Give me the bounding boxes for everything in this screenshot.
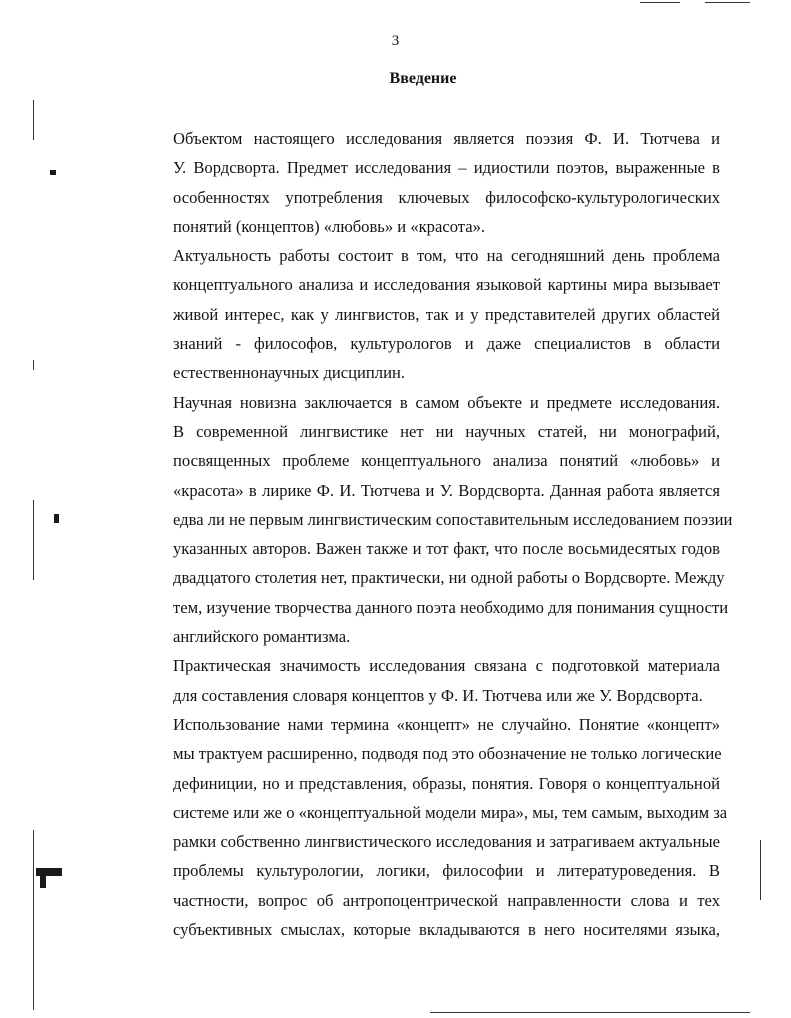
scan-margin-line-3 (33, 500, 34, 580)
text-line: Научная новизна заключается в самом объекте и предмете исследования. (173, 392, 720, 412)
section-heading: Введение (389, 70, 457, 87)
text-line: английского романтизма. (173, 627, 351, 647)
scan-edge-line-bottom (430, 1012, 750, 1013)
text-line: частности, вопрос об антропоцентрической направленности слова и тех (173, 890, 720, 910)
text-line: живой интерес, как у лингвистов, так и у представителей других областей (173, 304, 720, 324)
document-body (129, 124, 733, 944)
text-line: В современной лингвистике нет ни научных статей, ни монографий, (173, 421, 720, 441)
paragraph-practical-significance (129, 651, 720, 710)
text-line: концептуального анализа и исследования языковой картины мира вызывает (173, 275, 720, 295)
paragraph-relevance (129, 241, 720, 387)
text-line: системе или же о «концептуальной модели мира», мы, тем самым, выходим за (173, 802, 728, 822)
page-number: 3 (391, 33, 400, 49)
scan-mark-3 (36, 868, 62, 876)
scan-mark-3b (40, 876, 46, 888)
text-line: рамки собственно лингвистического исследования и затрагиваем актуальные (173, 832, 720, 852)
text-line: двадцатого столетия нет, практически, ни одной работы о Вордсворте. Между (173, 568, 725, 588)
scan-margin-line-2 (33, 360, 34, 370)
text-line: тем, изучение творчества данного поэта необходимо для понимания сущности (173, 597, 729, 617)
scan-margin-line-4 (33, 830, 34, 1010)
text-line: для составления словаря концептов у Ф. И. Тютчева или же У. Вордсворта. (173, 685, 703, 705)
text-line: мы трактуем расширенно, подводя под это обозначение не только логические (173, 744, 722, 764)
text-line: посвященных проблеме концептуального анализа понятий «любовь» и (173, 451, 720, 471)
scan-edge-line-right (760, 840, 761, 900)
text-line: естественнонаучных дисциплин. (173, 363, 405, 383)
text-line: субъективных смыслах, которые вкладываются в него носителями языка, (173, 920, 720, 940)
text-line: Использование нами термина «концепт» не случайно. Понятие «концепт» (173, 714, 720, 734)
text-line: особенностях употребления ключевых философско-культурологических (173, 187, 720, 207)
text-line: знаний - философов, культурологов и даже специалистов в области (173, 334, 720, 354)
paragraph-concept-term (129, 710, 728, 944)
text-line: Объектом настоящего исследования является поэзия Ф. И. Тютчева и (173, 129, 720, 148)
text-line: «красота» в лирике Ф. И. Тютчева и У. Вордсворта. Данная работа является (173, 480, 720, 500)
paragraph-object (129, 124, 720, 241)
scan-mark-2 (54, 514, 59, 523)
text-line: проблемы культурологии, логики, философии и литературоведения. В (173, 861, 720, 881)
text-line: Актуальность работы состоит в том, что на сегодняшний день проблема (173, 246, 720, 266)
text-line: дефиниции, но и представления, образы, понятия. Говоря о концептуальной (173, 773, 720, 793)
text-line: едва ли не первым лингвистическим сопоставительным исследованием поэзии (173, 509, 733, 529)
paragraph-novelty (129, 388, 733, 652)
scan-margin-line-1 (33, 100, 34, 140)
scan-mark-1 (50, 170, 56, 175)
text-line: указанных авторов. Важен также и тот факт, что после восьмидесятых годов (173, 539, 720, 559)
scan-edge-line-top-right (640, 2, 680, 3)
text-line: понятий (концептов) «любовь» и «красота». (173, 216, 486, 236)
scan-edge-line-top-right-2 (705, 2, 750, 3)
text-line: У. Вордсворта. Предмет исследования – идиостили поэтов, выраженные в (173, 158, 720, 178)
text-line: Практическая значимость исследования связана с подготовкой материала (173, 656, 720, 676)
